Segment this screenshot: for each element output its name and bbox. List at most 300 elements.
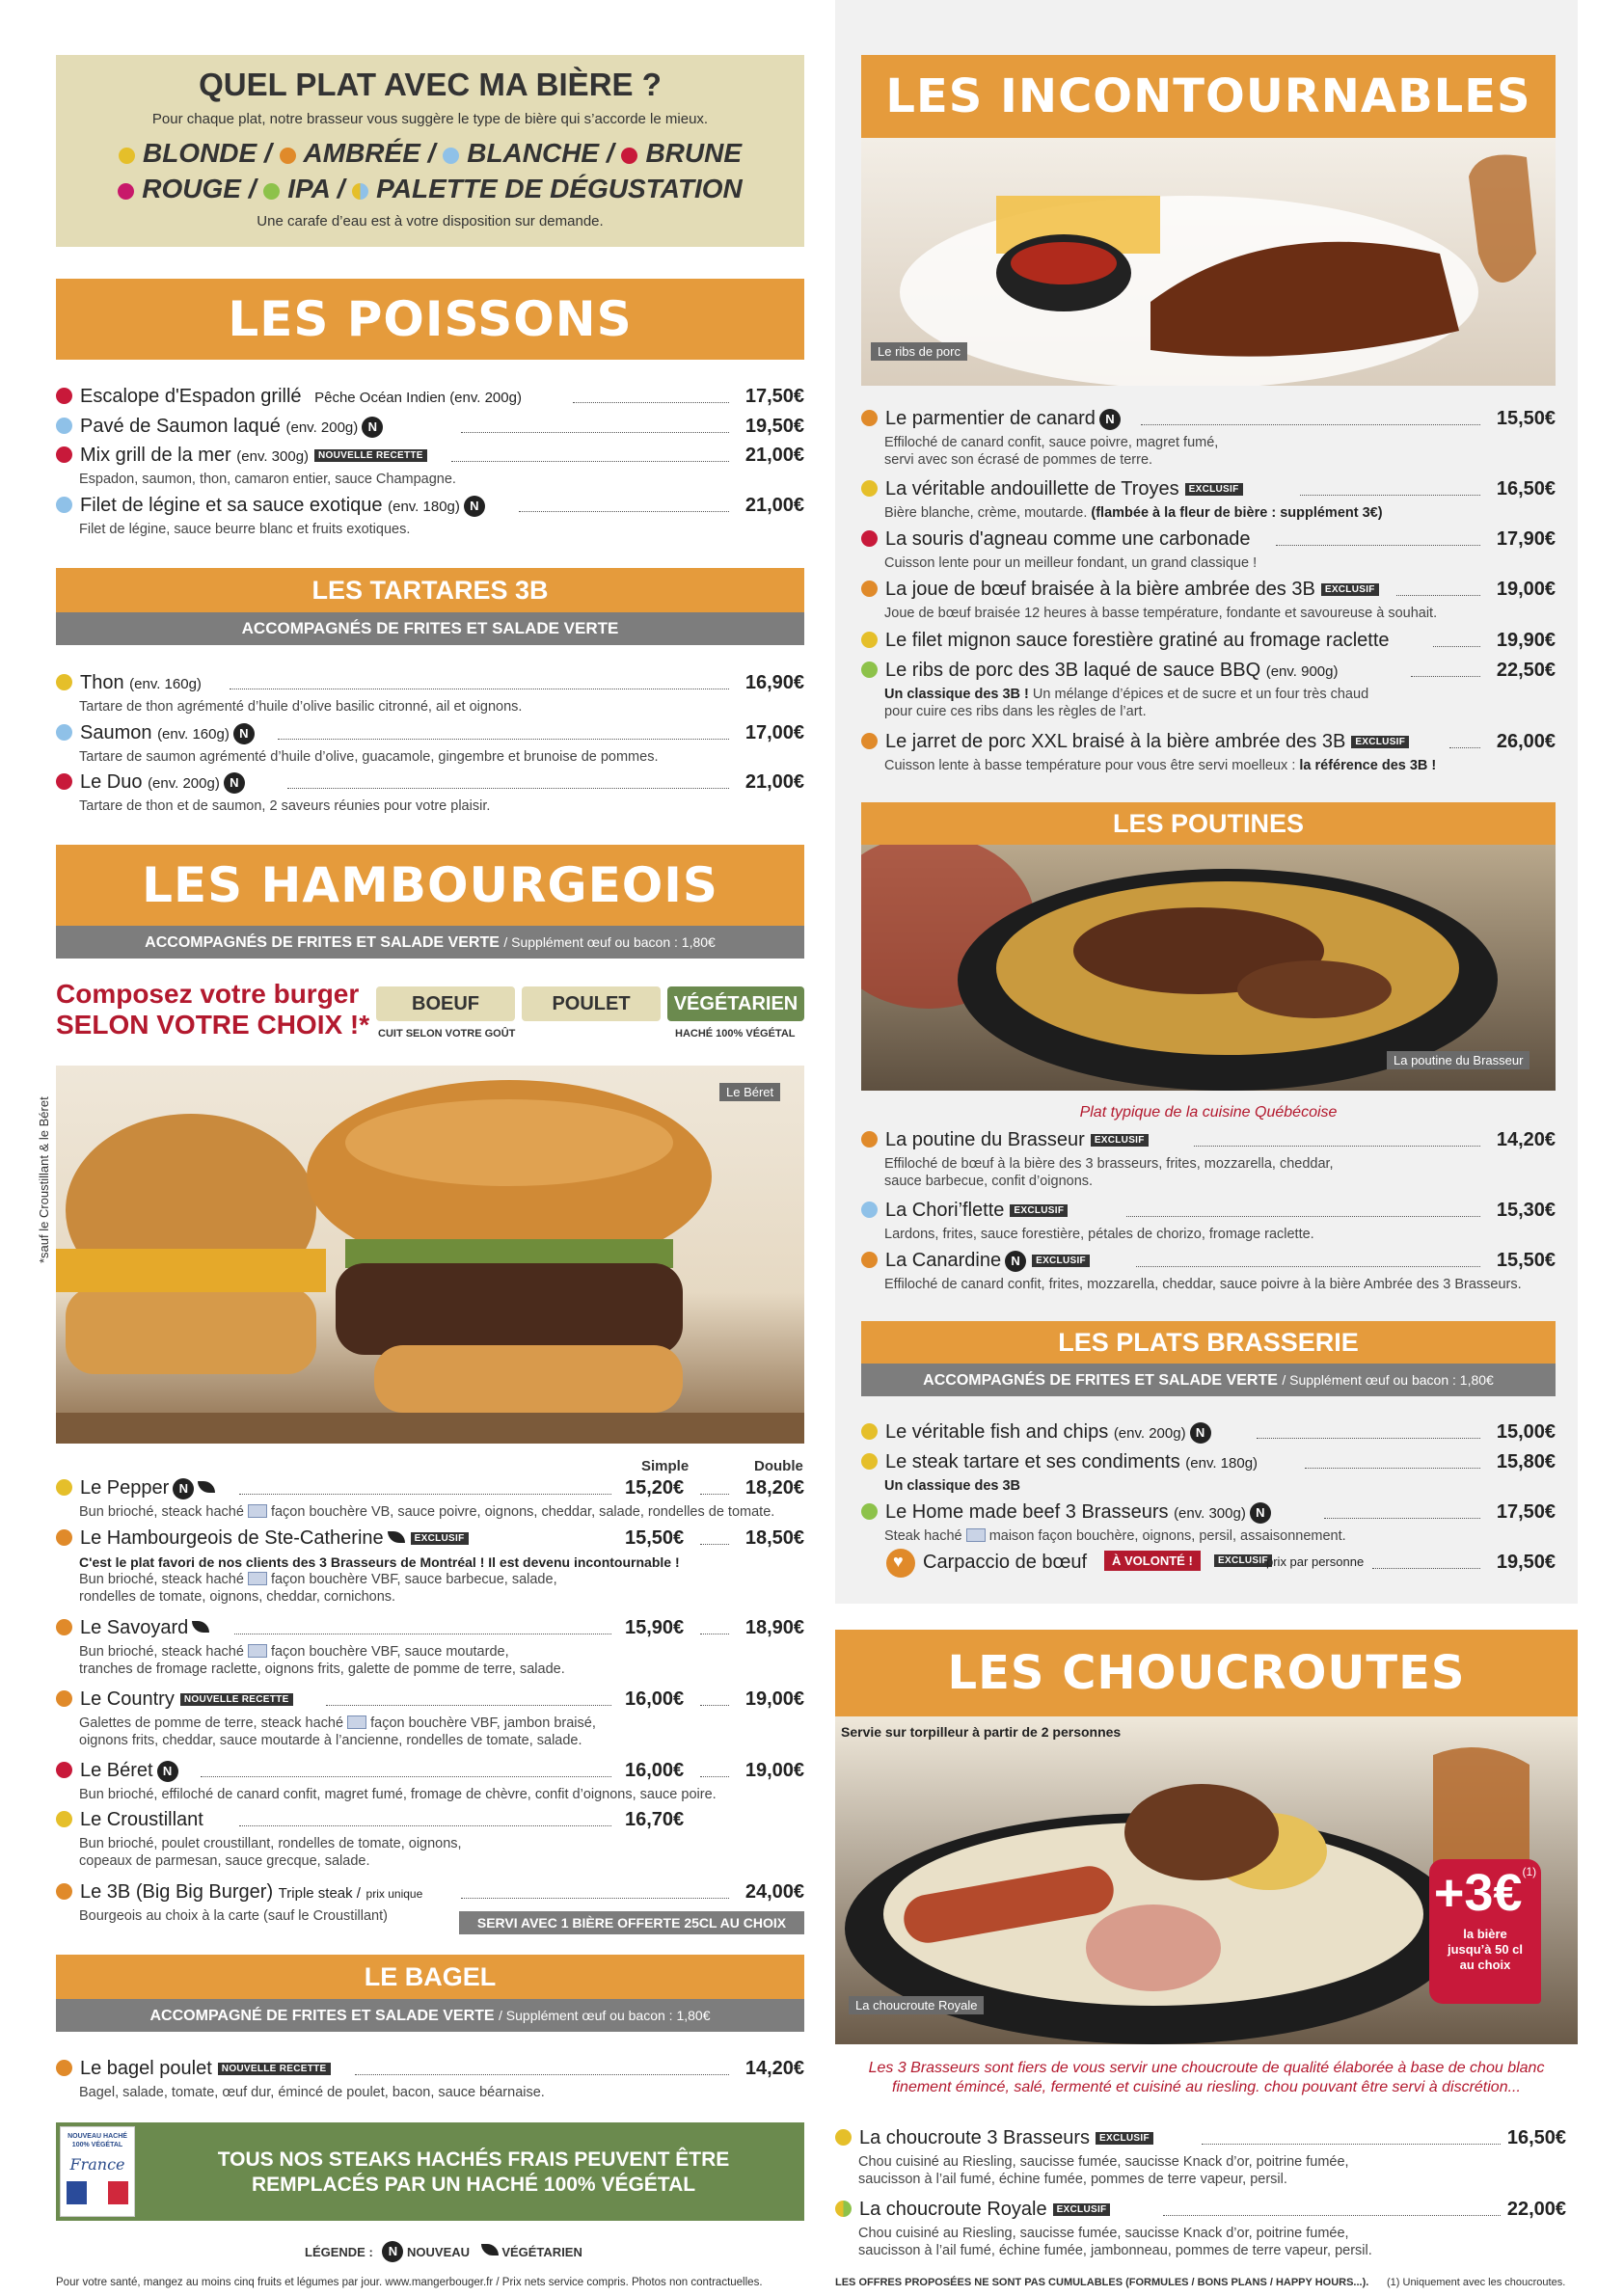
- beer-rouge: ROUGE /: [142, 174, 257, 203]
- nouveau-icon: N: [157, 1761, 178, 1782]
- beer-line1: [56, 138, 804, 169]
- exclusif-tag: EXCLUSIF: [1010, 1204, 1068, 1217]
- item-extra: (env. 200g): [148, 775, 220, 792]
- legende-nouveau: NOUVEAU: [407, 2245, 471, 2259]
- item-price: 21,00€: [744, 495, 804, 516]
- menu-item-choucroute-3b[interactable]: [835, 2127, 1578, 2149]
- beer-dot: [56, 497, 72, 513]
- vegetal-line1: TOUS NOS STEAKS HACHÉS FRAIS PEUVENT ÊTRE: [217, 2148, 730, 2171]
- menu-item-country[interactable]: [56, 1688, 804, 1711]
- item-desc: [79, 1504, 774, 1521]
- dot-leader: [573, 402, 729, 403]
- exclusif-tag: EXCLUSIF: [411, 1532, 469, 1545]
- hamb-title: LES HAMBOURGEOIS: [56, 845, 804, 926]
- dot-leader: [1396, 595, 1480, 596]
- nouvelle-recette-tag: NOUVELLE RECETTE: [218, 2063, 331, 2075]
- item-name: Le bagel poulet: [80, 2058, 212, 2079]
- menu-item-ribs[interactable]: [861, 660, 1556, 682]
- item-name: Carpaccio de bœuf: [923, 1552, 1088, 1573]
- beer-dot: [56, 388, 72, 404]
- dot-leader: [239, 1494, 611, 1495]
- promo-sup: (1): [1522, 1865, 1537, 1878]
- item-desc: Joue de bœuf braisée 12 heures à basse température, fondante et savoureuse à souhait.: [884, 606, 1438, 621]
- burger-illustration: [56, 1066, 804, 1444]
- nouvelle-recette-tag: NOUVELLE RECETTE: [180, 1693, 293, 1706]
- bagel-subtitle: [56, 1999, 804, 2032]
- dot-leader: [1449, 747, 1480, 748]
- menu-item-poutine-brasseur[interactable]: [861, 1129, 1556, 1151]
- beer-dot: [861, 480, 878, 497]
- item-name: La joue de bœuf braisée à la bière ambrée des 3B: [885, 579, 1315, 600]
- price-double: 19,00€: [744, 1760, 804, 1781]
- menu-item-carpaccio[interactable]: [861, 1552, 1556, 1574]
- item-name: Le Duo: [80, 771, 143, 793]
- vegetarien-icon: [198, 1481, 215, 1493]
- price-double: 18,50€: [744, 1527, 804, 1549]
- ipa-dot: [263, 183, 280, 200]
- item-desc: saucisson à l’ail fumé, échine fumée, pommes de terre vapeur, persil.: [858, 2172, 1287, 2187]
- promo-line1: la bière: [1463, 1927, 1507, 1941]
- dot-leader: [1305, 1468, 1480, 1469]
- item-name: Le filet mignon sauce forestière gratiné au fromage raclette: [885, 630, 1390, 651]
- exclusif-tag: EXCLUSIF: [1096, 2132, 1153, 2145]
- beer-dot: [56, 1619, 72, 1635]
- menu-item-joue[interactable]: [861, 579, 1556, 601]
- exclusif-tag: EXCLUSIF: [1091, 1134, 1149, 1147]
- desc-part: Bun brioché, steack haché: [79, 1504, 244, 1520]
- photo-caption: Le ribs de porc: [871, 342, 967, 361]
- beer-dot: [56, 2060, 72, 2076]
- desc-bold: (flambée à la fleur de bière : supplément 3€): [1091, 505, 1383, 521]
- dot-leader: [1372, 1568, 1480, 1569]
- item-price: 16,50€: [1506, 2127, 1566, 2148]
- item-extra: (env. 900g): [1265, 663, 1339, 680]
- dot-leader: [1300, 495, 1480, 496]
- dot-leader: [1194, 1146, 1480, 1147]
- menu-item-jarret[interactable]: [861, 731, 1556, 753]
- item-price: 16,90€: [744, 672, 804, 693]
- dot-leader: [1324, 1518, 1480, 1519]
- menu-item-fish-chips[interactable]: [861, 1421, 1556, 1444]
- beer-dot: [835, 2201, 852, 2217]
- dot-leader: [355, 2074, 729, 2075]
- beer-brune: BRUNE: [645, 138, 743, 168]
- poutine-typique: Plat typique de la cuisine Québécoise: [1079, 1104, 1338, 1121]
- footer-left: Pour votre santé, mangez au moins cinq fruits et légumes par jour. www.mangerbouger.fr / Prix nets service compris. Photos non contractuelles.: [56, 2277, 763, 2288]
- flag-icon: [67, 2181, 128, 2204]
- item-desc: Tartare de saumon agrémenté d’huile d’olive, guacamole, gingembre et brunoise de pommes.: [79, 749, 659, 765]
- dot-leader: [519, 511, 729, 512]
- legende-vegetarien: VÉGÉTARIEN: [501, 2245, 582, 2259]
- item-desc: Chou cuisiné au Riesling, saucisse fumée, saucisse Knack d’or, poitrine fumée,: [858, 2226, 1349, 2241]
- beer-dot: [56, 674, 72, 690]
- col-simple: Simple: [641, 1458, 690, 1474]
- beer-dot: [861, 581, 878, 597]
- col-double: Double: [754, 1458, 803, 1474]
- item-desc: pour cuire ces ribs dans les règles de l’art.: [884, 704, 1147, 719]
- nouveau-icon: N: [224, 772, 245, 794]
- vegetarien-icon: [481, 2244, 499, 2255]
- blanche-dot: [443, 148, 459, 164]
- beer-dot: [56, 1762, 72, 1778]
- item-desc: saucisson à l’ail fumé, échine fumée, jambonneau, pommes de terre vapeur, persil.: [858, 2243, 1372, 2258]
- choice-note-vegetal: HACHÉ 100% VÉGÉTAL: [675, 1028, 796, 1040]
- item-name: Le jarret de porc XXL braisé à la bière ambrée des 3B: [885, 731, 1346, 752]
- menu-item-bagel[interactable]: [56, 2058, 804, 2080]
- exclusif-tag: EXCLUSIF: [1032, 1255, 1090, 1267]
- desc-part: Galettes de pomme de terre, steack haché: [79, 1715, 344, 1731]
- price-simple: 15,20€: [625, 1477, 685, 1499]
- beer-dot: [861, 410, 878, 426]
- item-desc: Effiloché de canard confit, frites, mozzarella, cheddar, sauce poivre à la bière Ambrée des 3 Brasseurs.: [884, 1277, 1522, 1292]
- item-desc-bold: C'est le plat favori de nos clients des 3 Brasseurs de Montréal ! Il est devenu incontournable !: [79, 1554, 680, 1570]
- menu-item-tartare[interactable]: [861, 1451, 1556, 1473]
- choucroute-servie: Servie sur torpilleur à partir de 2 personnes: [841, 1724, 1122, 1740]
- item-extra: (env. 200g): [285, 419, 359, 436]
- beer-dot: [861, 1131, 878, 1148]
- item-name: Saumon: [80, 722, 152, 743]
- item-price: 21,00€: [744, 771, 804, 793]
- hamb-subtitle-text: ACCOMPAGNÉS DE FRITES ET SALADE VERTE: [145, 934, 500, 951]
- item-extra: (env. 300g): [236, 448, 310, 465]
- item-price: 17,00€: [744, 722, 804, 743]
- menu-item-choriflette[interactable]: [861, 1200, 1556, 1222]
- menu-item-choucroute-royale[interactable]: [835, 2199, 1578, 2221]
- item-price: 15,80€: [1496, 1451, 1556, 1472]
- price-simple: 16,00€: [625, 1688, 685, 1710]
- item-desc: Bagel, salade, tomate, œuf dur, émincé de poulet, bacon, sauce béarnaise.: [79, 2085, 545, 2100]
- item-name: Le Country: [80, 1688, 175, 1710]
- beer-subtitle: Pour chaque plat, notre brasseur vous suggère le type de bière qui s’accorde le mieux.: [151, 111, 709, 127]
- price-simple: 16,00€: [625, 1760, 685, 1781]
- item-name: Le Croustillant: [80, 1809, 203, 1830]
- compose-burger: [56, 979, 369, 1040]
- nouveau-icon: N: [1099, 409, 1121, 430]
- item-desc: Effiloché de canard confit, sauce poivre, magret fumé,: [884, 435, 1219, 450]
- item-price: 15,50€: [1496, 1250, 1556, 1271]
- desc-part: Bière blanche, crème, moutarde.: [884, 505, 1088, 521]
- dot-leader: [326, 1705, 611, 1706]
- dot-leader: [700, 1776, 729, 1777]
- item-name: La choucroute Royale: [859, 2199, 1047, 2220]
- vbf-icon: [248, 1572, 267, 1585]
- dot-leader: [461, 432, 729, 433]
- item-price: 22,00€: [1506, 2199, 1566, 2220]
- badge-france: France: [69, 2155, 125, 2174]
- beer-dot: [56, 1690, 72, 1707]
- dot-leader: [700, 1705, 729, 1706]
- desc-part: façon bouchère VBF, sauce barbecue, salade,: [270, 1572, 557, 1587]
- beer-dot: [861, 1453, 878, 1470]
- item-price: 15,30€: [1496, 1200, 1556, 1221]
- offer-banner: SERVI AVEC 1 BIÈRE OFFERTE 25CL AU CHOIX: [459, 1911, 804, 1934]
- item-extra: (env. 160g): [157, 726, 230, 743]
- menu-item-andouillette[interactable]: [861, 478, 1556, 500]
- vegetal-badge: [60, 2126, 135, 2217]
- beer-dot: [56, 773, 72, 790]
- badge-line1: NOUVEAU HACHÉ: [68, 2133, 127, 2140]
- nouveau-icon: N: [233, 723, 255, 744]
- promo-line3: au choix: [1459, 1958, 1511, 1972]
- menu-item-saumon-laque[interactable]: [56, 416, 804, 438]
- brasserie-subtitle-text: ACCOMPAGNÉS DE FRITES ET SALADE VERTE: [923, 1372, 1278, 1389]
- item-name: Le steak tartare et ses condiments: [885, 1451, 1180, 1472]
- poutines-title: LES POUTINES: [861, 802, 1556, 845]
- bagel-subtitle-text: ACCOMPAGNÉ DE FRITES ET SALADE VERTE: [149, 2008, 495, 2024]
- item-desc: rondelles de tomate, oignons, cheddar, cornichons.: [79, 1589, 396, 1605]
- poutine-photo: [861, 845, 1556, 1091]
- bagel-title: LE BAGEL: [56, 1955, 804, 1999]
- item-name: La poutine du Brasseur: [885, 1129, 1085, 1150]
- exclusif-tag: EXCLUSIF: [1214, 1554, 1272, 1567]
- hamb-subtitle: [56, 926, 804, 959]
- price-unique: 24,00€: [744, 1881, 804, 1903]
- item-name: Mix grill de la mer: [80, 445, 231, 466]
- item-extra: prix par personne: [1266, 1554, 1365, 1569]
- incont-title: LES INCONTOURNABLES: [861, 55, 1556, 138]
- nouveau-icon: N: [1190, 1422, 1211, 1444]
- menu-item-beret[interactable]: [56, 1760, 804, 1782]
- beer-blonde: BLONDE /: [142, 138, 272, 168]
- blonde-dot: [119, 148, 135, 164]
- choice-vegetarien[interactable]: VÉGÉTARIEN: [667, 986, 804, 1021]
- vbf-icon: [347, 1715, 366, 1729]
- beer-dot: [861, 1503, 878, 1520]
- item-desc: Espadon, saumon, thon, camaron entier, sauce Champagne.: [79, 472, 456, 487]
- menu-item-espadon[interactable]: [56, 386, 804, 408]
- item-desc: [884, 505, 1383, 522]
- choice-poulet[interactable]: POULET: [522, 986, 661, 1021]
- item-price: 21,00€: [744, 445, 804, 466]
- dot-leader: [287, 788, 729, 789]
- price-simple: 16,70€: [625, 1809, 685, 1830]
- compose-line1: Composez votre burger: [56, 979, 360, 1009]
- rouge-dot: [118, 183, 134, 200]
- beer-dot: [835, 2129, 852, 2146]
- menu-item-parmentier[interactable]: [861, 408, 1556, 430]
- choice-note-cuit: CUIT SELON VOTRE GOÛT: [378, 1028, 516, 1040]
- item-desc: [79, 1715, 596, 1732]
- item-desc: sauce barbecue, confit d’oignons.: [884, 1174, 1094, 1189]
- item-price: 22,50€: [1496, 660, 1556, 681]
- beer-dot: [861, 733, 878, 749]
- beer-dot: [56, 1883, 72, 1900]
- item-extra: (env. 180g): [388, 499, 460, 515]
- side-note-wrapper: [35, 1070, 54, 1263]
- beer-dot: [56, 1811, 72, 1827]
- item-desc: copeaux de parmesan, sauce grecque, salade.: [79, 1853, 370, 1869]
- item-price: 17,90€: [1496, 528, 1556, 550]
- compose-line2: SELON VOTRE CHOIX !*: [56, 1010, 370, 1040]
- item-desc: oignons frits, cheddar, sauce moutarde à l’ancienne, rondelles de tomate, salade.: [79, 1733, 582, 1748]
- tartares-title: LES TARTARES 3B: [56, 568, 804, 612]
- intro-line1: Les 3 Brasseurs sont fiers de vous servir une choucroute de qualité élaborée à base de chou blanc: [868, 2060, 1545, 2076]
- menu-item-saumon[interactable]: [56, 722, 804, 744]
- vbf-icon: [248, 1504, 267, 1518]
- tartares-subtitle: ACCOMPAGNÉS DE FRITES ET SALADE VERTE: [56, 612, 804, 645]
- vegetarien-icon: [192, 1621, 209, 1633]
- item-desc: servi avec son écrasé de pommes de terre.: [884, 452, 1153, 468]
- dot-leader: [201, 1776, 611, 1777]
- legende-label: LÉGENDE :: [305, 2245, 373, 2259]
- item-price: 16,50€: [1496, 478, 1556, 500]
- desc-part: Bun brioché, steack haché: [79, 1572, 244, 1587]
- vegetarien-icon: [388, 1531, 405, 1543]
- menu-item-filet-mignon[interactable]: [861, 630, 1556, 652]
- promo-badge: [1429, 1859, 1541, 2004]
- vbf-icon: [248, 1644, 267, 1658]
- item-price: 19,50€: [1496, 1552, 1556, 1573]
- volonte-badge: À VOLONTÉ !: [1104, 1551, 1201, 1571]
- menu-item-thon[interactable]: [56, 672, 804, 694]
- beer-palette: PALETTE DE DÉGUSTATION: [376, 174, 743, 203]
- beer-dot: [56, 446, 72, 463]
- item-extra2: prix unique: [365, 1887, 423, 1901]
- item-name: Le Home made beef 3 Brasseurs: [885, 1501, 1169, 1523]
- item-name: Le Savoyard: [80, 1617, 189, 1638]
- item-name: Le véritable fish and chips: [885, 1421, 1109, 1443]
- dot-leader: [1126, 1216, 1480, 1217]
- item-name: La Chori’flette: [885, 1200, 1005, 1221]
- dot-leader: [700, 1494, 729, 1495]
- price-double: 18,90€: [744, 1617, 804, 1638]
- menu-item-mix-grill[interactable]: [56, 445, 804, 467]
- desc-part: Un mélange d’épices et de sucre et un four très chaud: [1032, 687, 1369, 702]
- badge-line2: 100% VÉGÉTAL: [71, 2142, 123, 2148]
- item-name: Escalope d'Espadon grillé: [80, 386, 302, 407]
- item-desc: Lardons, frites, sauce forestière, pétales de chorizo, fromage raclette.: [884, 1227, 1314, 1242]
- beer-dot: [56, 418, 72, 434]
- promo-big: +3€: [1433, 1864, 1523, 1922]
- exclusif-tag: EXCLUSIF: [1185, 483, 1243, 496]
- legende: [305, 2241, 582, 2262]
- item-desc: [79, 1572, 557, 1588]
- desc-bold: Un classique des 3B !: [884, 687, 1029, 702]
- item-name: La choucroute 3 Brasseurs: [859, 2127, 1091, 2148]
- item-extra: (env. 200g): [1113, 1425, 1186, 1442]
- item-name: La véritable andouillette de Troyes: [885, 478, 1179, 500]
- nouveau-icon: N: [382, 2241, 403, 2262]
- item-name: Le Hambourgeois de Ste-Catherine: [80, 1527, 384, 1549]
- choucroute-photo: [835, 1716, 1578, 2044]
- dot-leader: [1163, 2215, 1501, 2216]
- menu-item-duo[interactable]: [56, 771, 804, 794]
- bagel-supp: / Supplément œuf ou bacon : 1,80€: [499, 2008, 711, 2023]
- menu-item-legine[interactable]: [56, 495, 804, 517]
- item-desc: Bun brioché, poulet croustillant, rondelles de tomate, oignons,: [79, 1836, 462, 1851]
- item-name: Le 3B (Big Big Burger): [80, 1881, 274, 1903]
- item-price: 14,20€: [744, 2058, 804, 2079]
- photo-caption: La choucroute Royale: [849, 1996, 984, 2014]
- item-desc: Cuisson lente pour un meilleur fondant, un grand classique !: [884, 555, 1258, 571]
- price-double: 18,20€: [744, 1477, 804, 1499]
- menu-item-ste-catherine[interactable]: [56, 1527, 804, 1550]
- beer-dot: [861, 632, 878, 648]
- item-desc: [884, 758, 1436, 774]
- beer-dot: [56, 724, 72, 741]
- ambree-dot: [280, 148, 296, 164]
- item-desc: [884, 687, 1368, 703]
- item-desc: Bun brioché, effiloché de canard confit, magret fumé, fromage de chèvre, confit d’oignons, sauce poire.: [79, 1787, 717, 1802]
- choice-boeuf[interactable]: BOEUF: [376, 986, 515, 1021]
- nouveau-icon: N: [1005, 1251, 1026, 1272]
- dot-leader: [278, 739, 729, 740]
- dot-leader: [1433, 646, 1480, 647]
- item-extra: Triple steak /: [278, 1885, 361, 1902]
- menu-item-croustillant[interactable]: [56, 1809, 804, 1831]
- burger-photo: [56, 1066, 804, 1444]
- desc-bold: la référence des 3B !: [1299, 758, 1437, 773]
- item-desc: Tartare de thon agrémenté d’huile d’olive basilic citronné, ail et oignons.: [79, 699, 523, 715]
- nouveau-icon: N: [362, 417, 383, 438]
- desc-part: façon bouchère VB, sauce poivre, oignons, cheddar, salade, rondelles de tomate.: [270, 1504, 775, 1520]
- dot-leader: [461, 1898, 729, 1899]
- item-desc: [79, 1644, 509, 1661]
- item-desc: Filet de légine, sauce beurre blanc et fruits exotiques.: [79, 522, 411, 537]
- beer-carafe: Une carafe d’eau est à votre disposition sur demande.: [257, 213, 604, 230]
- dot-leader: [1257, 1438, 1480, 1439]
- menu-item-savoyard[interactable]: [56, 1617, 804, 1639]
- exclusif-tag: EXCLUSIF: [1053, 2203, 1111, 2216]
- menu-item-canardine[interactable]: [861, 1250, 1556, 1272]
- footer-right-note: (1) Uniquement avec les choucroutes.: [1387, 2277, 1566, 2288]
- beer-dot: [56, 1529, 72, 1546]
- item-price: 26,00€: [1496, 731, 1556, 752]
- menu-item-home-made[interactable]: [861, 1501, 1556, 1524]
- item-extra: (env. 160g): [129, 676, 202, 692]
- beer-dot: [56, 1479, 72, 1496]
- beer-title: QUEL PLAT AVEC MA BIÈRE ?: [199, 67, 662, 102]
- side-note: *sauf le Croustillant & le Béret: [37, 1096, 51, 1263]
- nouveau-icon: N: [464, 496, 485, 517]
- price-simple: 15,90€: [625, 1617, 685, 1638]
- item-name: La souris d'agneau comme une carbonade: [885, 528, 1251, 550]
- menu-item-3b[interactable]: [56, 1881, 804, 1904]
- item-desc: tranches de fromage raclette, oignons frits, galette de pomme de terre, salade.: [79, 1661, 565, 1677]
- item-name: Filet de légine et sa sauce exotique: [80, 495, 383, 516]
- hamb-supp: / Supplément œuf ou bacon : 1,80€: [503, 934, 716, 950]
- menu-item-pepper[interactable]: [56, 1477, 804, 1499]
- photo-caption: Le Béret: [719, 1083, 780, 1101]
- menu-item-souris[interactable]: [861, 528, 1556, 551]
- vegetal-text: [143, 2147, 804, 2198]
- item-extra: Pêche Océan Indien (env. 200g): [314, 390, 522, 406]
- exclusif-tag: EXCLUSIF: [1321, 583, 1379, 596]
- palette-dot: [352, 183, 368, 200]
- beer-pairing-box: [56, 55, 804, 247]
- beer-blanche: BLANCHE /: [467, 138, 614, 168]
- poissons-title: LES POISSONS: [56, 279, 804, 360]
- brasserie-supp: / Supplément œuf ou bacon : 1,80€: [1282, 1372, 1494, 1388]
- item-desc: [884, 1528, 1346, 1545]
- item-price: 19,90€: [1496, 630, 1556, 651]
- item-name: Thon: [80, 672, 124, 693]
- item-name: La Canardine: [885, 1250, 1002, 1271]
- dot-leader: [1411, 676, 1480, 677]
- desc-part: façon bouchère VBF, jambon braisé,: [370, 1715, 596, 1731]
- photo-caption: La poutine du Brasseur: [1387, 1051, 1529, 1069]
- item-desc: Effiloché de bœuf à la bière des 3 brasseurs, frites, mozzarella, cheddar,: [884, 1156, 1334, 1172]
- dot-leader: [1276, 545, 1480, 546]
- dot-leader: [451, 461, 729, 462]
- beer-line2: [56, 174, 804, 204]
- vegetal-banner: [56, 2122, 804, 2221]
- item-price: 17,50€: [1496, 1501, 1556, 1523]
- item-price: 19,00€: [1496, 579, 1556, 600]
- dot-leader: [239, 1825, 611, 1826]
- brasserie-title: LES PLATS BRASSERIE: [861, 1321, 1556, 1364]
- dot-leader: [1202, 2144, 1501, 2145]
